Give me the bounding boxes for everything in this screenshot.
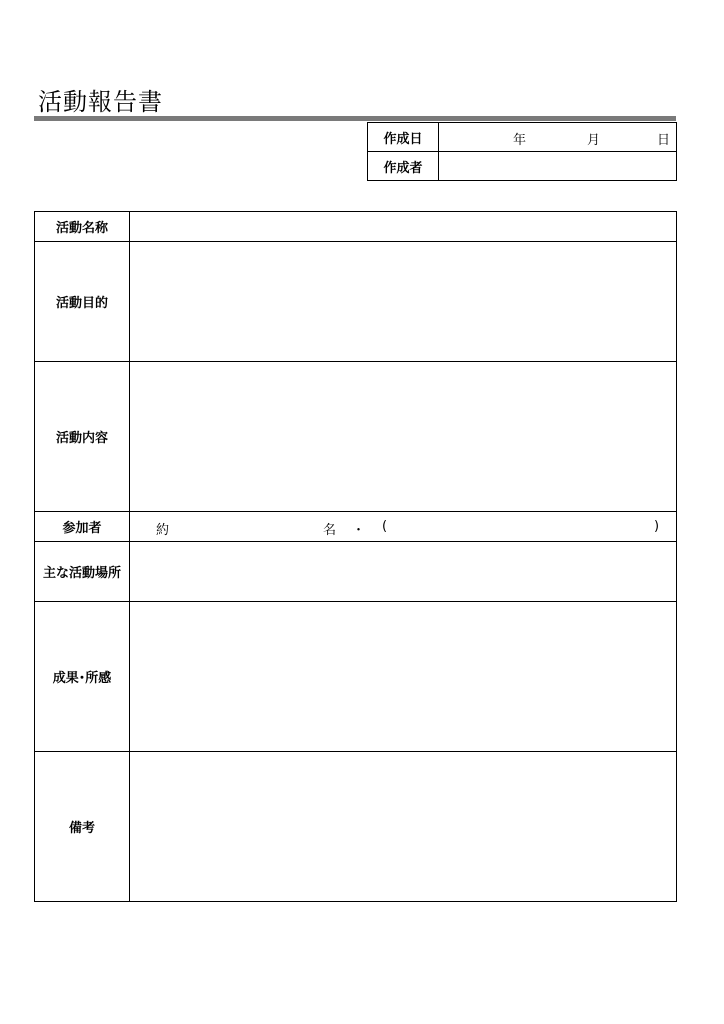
approx-label: 約 [156, 523, 170, 538]
month-label: 月 [587, 133, 601, 148]
created-date-label: 作成日 [368, 123, 439, 152]
author-field[interactable] [439, 152, 677, 181]
participants-field[interactable] [130, 512, 677, 542]
remarks-label: 備考 [35, 752, 130, 902]
participants-row [35, 512, 677, 542]
content-row [35, 362, 677, 512]
place-label: 主な活動場所 [35, 542, 130, 602]
remarks-field[interactable] [130, 752, 677, 902]
meta-table [367, 122, 677, 181]
content-field[interactable] [130, 362, 677, 512]
activity-name-label: 活動名称 [35, 212, 130, 242]
close-paren: ) [654, 519, 660, 534]
results-label: 成果･所感 [35, 602, 130, 752]
activity-name-field[interactable] [130, 212, 677, 242]
activity-name-row [35, 212, 677, 242]
author-label: 作成者 [368, 152, 439, 181]
results-row [35, 602, 677, 752]
participants-label: 参加者 [35, 512, 130, 542]
results-field[interactable] [130, 602, 677, 752]
separator-dot: ・ [352, 523, 366, 538]
content-label: 活動内容 [35, 362, 130, 512]
place-row [35, 542, 677, 602]
people-label: 名 [323, 523, 337, 538]
created-date-field[interactable] [439, 123, 677, 152]
page-title: 活動報告書 [38, 88, 163, 116]
place-field[interactable] [130, 542, 677, 602]
year-label: 年 [513, 133, 527, 148]
author-row [368, 152, 677, 181]
title-underline [34, 116, 676, 121]
open-paren: ( [382, 519, 388, 534]
day-label: 日 [657, 133, 671, 148]
report-table [34, 211, 677, 902]
purpose-field[interactable] [130, 242, 677, 362]
created-date-row [368, 123, 677, 152]
remarks-row [35, 752, 677, 902]
purpose-label: 活動目的 [35, 242, 130, 362]
purpose-row [35, 242, 677, 362]
